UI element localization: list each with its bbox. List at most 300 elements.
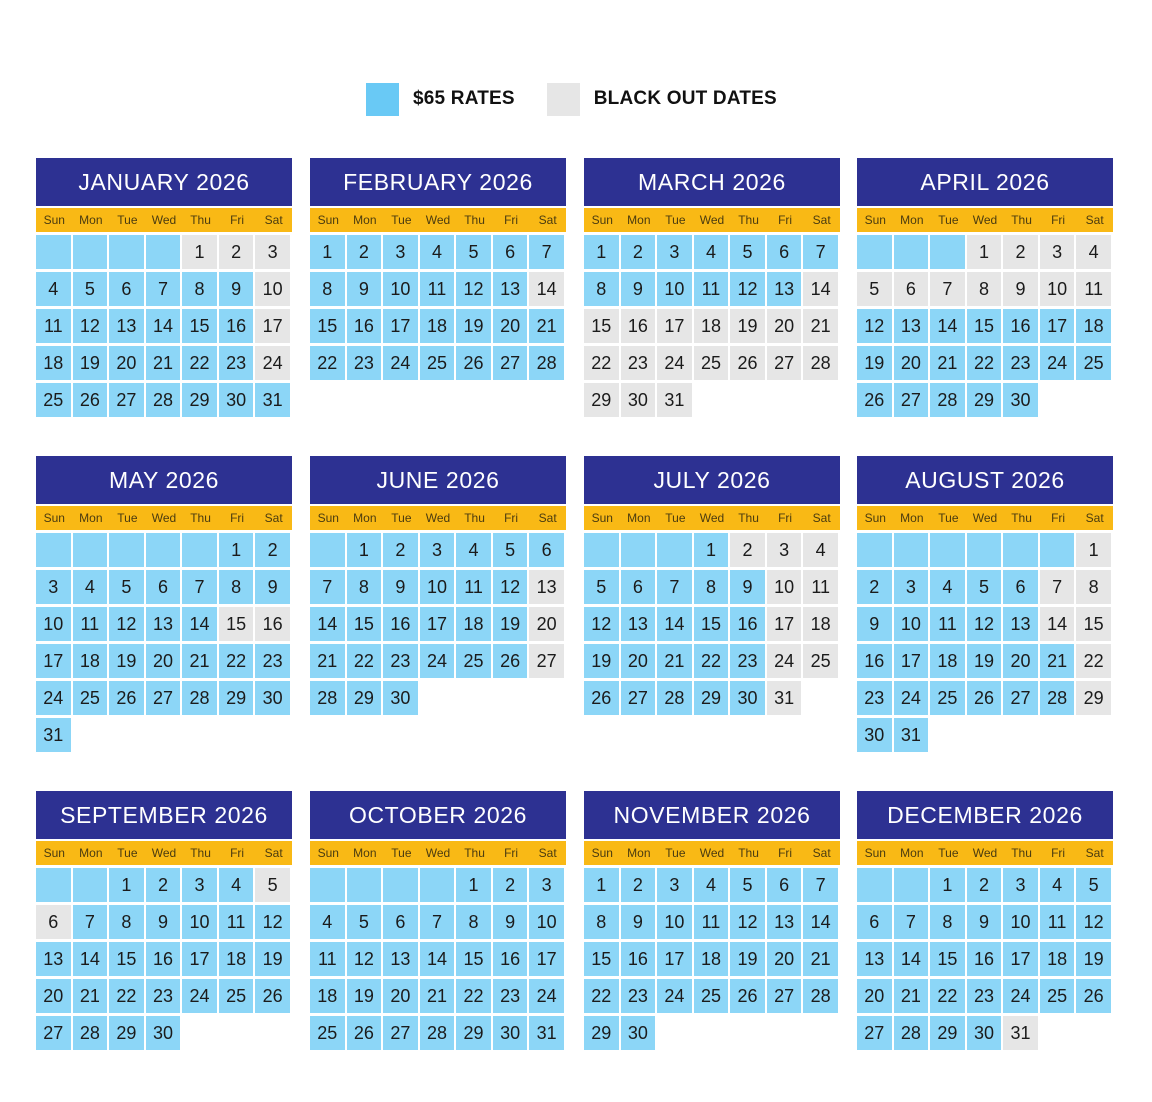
rate-day-cell: 10 [657, 272, 692, 306]
blackout-day-cell: 16 [621, 309, 656, 343]
blackout-day-cell: 24 [255, 346, 290, 380]
weekday-label: Mon [353, 213, 377, 227]
rate-day-cell: 23 [857, 681, 892, 715]
empty-day-cell [36, 235, 71, 269]
rate-day-cell: 7 [182, 570, 217, 604]
blackout-day-cell: 4 [803, 533, 838, 567]
rate-day-cell: 5 [1076, 868, 1111, 902]
rate-day-cell: 8 [310, 272, 345, 306]
weekday-label: Tue [391, 511, 412, 525]
rate-day-cell: 24 [657, 979, 692, 1013]
rate-day-cell: 4 [310, 905, 345, 939]
weekday-label: Thu [738, 213, 759, 227]
blackout-day-cell: 29 [1076, 681, 1111, 715]
blackout-day-cell: 8 [967, 272, 1002, 306]
rate-day-cell: 17 [894, 644, 929, 678]
rate-day-cell: 6 [109, 272, 144, 306]
rate-day-cell: 13 [383, 942, 418, 976]
rate-day-cell: 24 [894, 681, 929, 715]
day-grid [310, 868, 566, 1050]
weekday-label: Sun [591, 213, 613, 227]
weekday-label: Wed [972, 846, 998, 860]
weekday-label: Thu [190, 511, 211, 525]
rate-day-cell: 21 [803, 942, 838, 976]
rate-day-cell: 29 [347, 681, 382, 715]
rate-swatch [366, 83, 399, 116]
weekday-label: Sat [538, 846, 557, 860]
rate-day-cell: 4 [694, 235, 729, 269]
weekday-label: Fri [504, 213, 519, 227]
empty-day-cell [347, 868, 382, 902]
rate-day-cell: 2 [621, 868, 656, 902]
rate-day-cell: 4 [420, 235, 455, 269]
rate-day-cell: 19 [1076, 942, 1111, 976]
blackout-day-cell: 18 [803, 607, 838, 641]
rate-day-cell: 6 [383, 905, 418, 939]
rate-day-cell: 9 [383, 570, 418, 604]
rate-day-cell: 31 [894, 718, 929, 752]
rate-day-cell: 2 [857, 570, 892, 604]
rate-day-cell: 14 [803, 905, 838, 939]
rate-day-cell: 8 [694, 570, 729, 604]
rate-day-cell: 16 [383, 607, 418, 641]
rate-day-cell: 24 [182, 979, 217, 1013]
rate-day-cell: 30 [146, 1016, 181, 1050]
rate-day-cell: 17 [383, 309, 418, 343]
rate-day-cell: 3 [36, 570, 71, 604]
rate-day-cell: 28 [803, 979, 838, 1013]
weekday-label: Wed [972, 213, 998, 227]
rate-day-cell: 15 [967, 309, 1002, 343]
weekday-label: Sun [591, 511, 613, 525]
day-grid [857, 868, 1113, 1050]
blackout-day-cell: 24 [657, 346, 692, 380]
blackout-day-cell: 17 [657, 309, 692, 343]
rate-day-cell: 5 [456, 235, 491, 269]
rate-day-cell: 25 [219, 979, 254, 1013]
blackout-day-cell: 26 [730, 346, 765, 380]
blackout-day-cell: 2 [219, 235, 254, 269]
month-calendar [36, 158, 292, 417]
weekday-label: Fri [230, 846, 245, 860]
rate-day-cell: 11 [930, 607, 965, 641]
rate-day-cell: 29 [694, 681, 729, 715]
rate-day-cell: 31 [529, 1016, 564, 1050]
rate-day-cell: 18 [36, 346, 71, 380]
rate-day-cell: 8 [219, 570, 254, 604]
weekday-label: Fri [778, 213, 793, 227]
weekday-label: Wed [425, 511, 451, 525]
day-grid [584, 235, 840, 417]
rate-day-cell: 1 [584, 868, 619, 902]
blackout-day-cell: 7 [930, 272, 965, 306]
rate-day-cell: 26 [73, 383, 108, 417]
rate-day-cell: 7 [894, 905, 929, 939]
weekday-header-row [584, 208, 840, 232]
weekday-label: Tue [117, 213, 138, 227]
rate-day-cell: 5 [730, 868, 765, 902]
blackout-day-cell: 3 [767, 533, 802, 567]
weekday-label: Tue [117, 846, 138, 860]
rate-day-cell: 22 [694, 644, 729, 678]
rate-day-cell: 16 [1003, 309, 1038, 343]
rate-day-cell: 30 [383, 681, 418, 715]
blackout-day-cell: 15 [584, 309, 619, 343]
rate-day-cell: 4 [694, 868, 729, 902]
blackout-day-cell: 4 [1076, 235, 1111, 269]
rate-day-cell: 24 [1040, 346, 1075, 380]
rate-legend-label: $65 RATES [413, 88, 515, 109]
rate-day-cell: 1 [930, 868, 965, 902]
rate-day-cell: 4 [930, 570, 965, 604]
weekday-label: Sat [812, 846, 831, 860]
rate-day-cell: 7 [803, 868, 838, 902]
weekday-label: Wed [151, 846, 177, 860]
rate-day-cell: 25 [456, 644, 491, 678]
rate-day-cell: 4 [456, 533, 491, 567]
weekday-label: Fri [778, 846, 793, 860]
empty-day-cell [657, 533, 692, 567]
rate-day-cell: 15 [182, 309, 217, 343]
blackout-day-cell: 1 [1076, 533, 1111, 567]
rate-day-cell: 14 [420, 942, 455, 976]
rate-day-cell: 11 [456, 570, 491, 604]
rate-day-cell: 15 [584, 942, 619, 976]
rate-day-cell: 13 [109, 309, 144, 343]
rate-day-cell: 18 [1040, 942, 1075, 976]
rate-day-cell: 30 [621, 1016, 656, 1050]
month-calendar [584, 791, 840, 1050]
rate-day-cell: 16 [967, 942, 1002, 976]
rate-day-cell: 10 [1003, 905, 1038, 939]
day-grid [36, 533, 292, 752]
rate-day-cell: 5 [730, 235, 765, 269]
rate-day-cell: 10 [36, 607, 71, 641]
weekday-header-row [36, 841, 292, 865]
rate-day-cell: 20 [36, 979, 71, 1013]
empty-day-cell [1003, 533, 1038, 567]
day-grid [310, 235, 566, 380]
blackout-day-cell: 28 [803, 346, 838, 380]
blackout-day-cell: 6 [36, 905, 71, 939]
rate-day-cell: 27 [109, 383, 144, 417]
empty-day-cell [73, 868, 108, 902]
weekday-label: Mon [900, 511, 924, 525]
rate-day-cell: 30 [967, 1016, 1002, 1050]
rate-day-cell: 13 [621, 607, 656, 641]
rate-day-cell: 9 [347, 272, 382, 306]
rate-day-cell: 10 [657, 905, 692, 939]
rate-day-cell: 6 [767, 235, 802, 269]
weekday-header-row [857, 208, 1113, 232]
rate-day-cell: 20 [383, 979, 418, 1013]
rate-day-cell: 4 [1040, 868, 1075, 902]
rate-day-cell: 4 [36, 272, 71, 306]
rate-day-cell: 3 [420, 533, 455, 567]
rate-day-cell: 14 [146, 309, 181, 343]
month-title: NOVEMBER 2026 [584, 791, 840, 839]
rate-day-cell: 9 [857, 607, 892, 641]
rate-day-cell: 8 [584, 905, 619, 939]
empty-day-cell [36, 868, 71, 902]
weekday-label: Mon [900, 213, 924, 227]
blackout-day-cell: 30 [621, 383, 656, 417]
weekday-label: Sun [43, 213, 65, 227]
weekday-label: Tue [117, 511, 138, 525]
blackout-day-cell: 20 [529, 607, 564, 641]
rate-day-cell: 19 [584, 644, 619, 678]
weekday-label: Sat [1085, 213, 1104, 227]
rate-day-cell: 25 [1076, 346, 1111, 380]
rate-day-cell: 23 [383, 644, 418, 678]
day-grid [36, 868, 292, 1050]
rate-day-cell: 18 [73, 644, 108, 678]
rate-day-cell: 10 [894, 607, 929, 641]
month-title: JULY 2026 [584, 456, 840, 504]
blackout-day-cell: 21 [803, 309, 838, 343]
weekday-label: Thu [464, 511, 485, 525]
blackout-day-cell: 3 [1040, 235, 1075, 269]
month-title: AUGUST 2026 [857, 456, 1113, 504]
blackout-day-cell: 27 [529, 644, 564, 678]
rate-day-cell: 3 [383, 235, 418, 269]
rate-day-cell: 23 [493, 979, 528, 1013]
rate-day-cell: 19 [730, 942, 765, 976]
rate-day-cell: 9 [219, 272, 254, 306]
rate-day-cell: 23 [730, 644, 765, 678]
rate-day-cell: 1 [310, 235, 345, 269]
rate-day-cell: 6 [621, 570, 656, 604]
weekday-label: Mon [79, 846, 103, 860]
rate-day-cell: 21 [146, 346, 181, 380]
weekday-label: Mon [627, 213, 651, 227]
blackout-day-cell: 1 [967, 235, 1002, 269]
day-grid [584, 868, 840, 1050]
rate-day-cell: 26 [255, 979, 290, 1013]
rate-day-cell: 26 [730, 979, 765, 1013]
weekday-label: Wed [425, 213, 451, 227]
rate-day-cell: 26 [347, 1016, 382, 1050]
rate-day-cell: 22 [967, 346, 1002, 380]
rate-day-cell: 18 [694, 942, 729, 976]
rate-day-cell: 29 [109, 1016, 144, 1050]
rate-day-cell: 12 [730, 272, 765, 306]
rate-day-cell: 23 [255, 644, 290, 678]
weekday-label: Thu [1011, 511, 1032, 525]
rate-day-cell: 3 [529, 868, 564, 902]
blackout-day-cell: 10 [767, 570, 802, 604]
empty-day-cell [967, 533, 1002, 567]
weekday-label: Fri [1051, 511, 1066, 525]
weekday-label: Fri [504, 511, 519, 525]
rate-day-cell: 10 [420, 570, 455, 604]
empty-day-cell [310, 868, 345, 902]
rate-day-cell: 7 [146, 272, 181, 306]
rate-day-cell: 3 [894, 570, 929, 604]
weekday-label: Thu [464, 846, 485, 860]
rate-day-cell: 15 [930, 942, 965, 976]
rate-day-cell: 14 [657, 607, 692, 641]
rate-day-cell: 11 [420, 272, 455, 306]
weekday-header-row [857, 506, 1113, 530]
rate-day-cell: 21 [657, 644, 692, 678]
rate-day-cell: 12 [584, 607, 619, 641]
rate-day-cell: 19 [347, 979, 382, 1013]
weekday-label: Sun [43, 511, 65, 525]
blackout-day-cell: 10 [255, 272, 290, 306]
rate-day-cell: 7 [529, 235, 564, 269]
rate-day-cell: 20 [857, 979, 892, 1013]
rate-day-cell: 16 [219, 309, 254, 343]
rate-day-cell: 10 [182, 905, 217, 939]
blackout-day-cell: 2 [1003, 235, 1038, 269]
month-calendar [310, 791, 566, 1050]
rate-day-cell: 11 [36, 309, 71, 343]
weekday-label: Fri [1051, 846, 1066, 860]
blackout-day-cell: 2 [730, 533, 765, 567]
weekday-label: Thu [190, 846, 211, 860]
rate-day-cell: 17 [420, 607, 455, 641]
rate-day-cell: 13 [767, 905, 802, 939]
month-title: FEBRUARY 2026 [310, 158, 566, 206]
rate-day-cell: 15 [347, 607, 382, 641]
weekday-label: Sat [264, 846, 283, 860]
blackout-day-cell: 29 [584, 383, 619, 417]
rate-day-cell: 22 [109, 979, 144, 1013]
weekday-label: Fri [230, 213, 245, 227]
day-grid [857, 533, 1113, 752]
rate-day-cell: 27 [767, 979, 802, 1013]
rate-day-cell: 28 [310, 681, 345, 715]
empty-day-cell [182, 533, 217, 567]
rate-day-cell: 25 [73, 681, 108, 715]
rate-day-cell: 19 [857, 346, 892, 380]
weekday-label: Sat [1085, 511, 1104, 525]
empty-day-cell [109, 235, 144, 269]
month-calendar [584, 456, 840, 715]
rate-day-cell: 16 [347, 309, 382, 343]
weekday-label: Sun [317, 213, 339, 227]
weekday-label: Tue [938, 213, 959, 227]
rate-day-cell: 21 [529, 309, 564, 343]
weekday-header-row [857, 841, 1113, 865]
rate-day-cell: 16 [493, 942, 528, 976]
rate-day-cell: 27 [857, 1016, 892, 1050]
rate-day-cell: 1 [347, 533, 382, 567]
rate-day-cell: 20 [1003, 644, 1038, 678]
blackout-day-cell: 7 [1040, 570, 1075, 604]
month-calendar [857, 791, 1113, 1050]
weekday-label: Mon [79, 511, 103, 525]
month-title: APRIL 2026 [857, 158, 1113, 206]
rate-day-cell: 25 [1040, 979, 1075, 1013]
rate-day-cell: 7 [73, 905, 108, 939]
rate-day-cell: 11 [219, 905, 254, 939]
weekday-header-row [36, 208, 292, 232]
rate-day-cell: 13 [493, 272, 528, 306]
month-calendar [857, 158, 1113, 417]
rate-day-cell: 9 [493, 905, 528, 939]
blackout-day-cell: 24 [767, 644, 802, 678]
rate-day-cell: 13 [36, 942, 71, 976]
blackout-day-cell: 23 [621, 346, 656, 380]
empty-day-cell [584, 533, 619, 567]
empty-day-cell [894, 868, 929, 902]
rate-day-cell: 8 [109, 905, 144, 939]
rate-day-cell: 12 [73, 309, 108, 343]
rate-day-cell: 29 [219, 681, 254, 715]
rate-day-cell: 24 [420, 644, 455, 678]
rate-day-cell: 28 [182, 681, 217, 715]
rate-day-cell: 10 [383, 272, 418, 306]
month-calendar [857, 456, 1113, 752]
rate-day-cell: 22 [456, 979, 491, 1013]
weekday-label: Sun [591, 846, 613, 860]
weekday-label: Tue [391, 846, 412, 860]
blackout-day-cell: 13 [529, 570, 564, 604]
blackout-day-cell: 17 [255, 309, 290, 343]
weekday-label: Mon [900, 846, 924, 860]
weekday-label: Thu [738, 511, 759, 525]
blackout-day-cell: 6 [894, 272, 929, 306]
rate-day-cell: 9 [967, 905, 1002, 939]
rate-day-cell: 9 [621, 905, 656, 939]
weekday-label: Wed [699, 511, 725, 525]
rate-day-cell: 6 [529, 533, 564, 567]
blackout-day-cell: 5 [255, 868, 290, 902]
rate-day-cell: 26 [456, 346, 491, 380]
rate-day-cell: 21 [930, 346, 965, 380]
rate-day-cell: 22 [584, 979, 619, 1013]
rate-day-cell: 25 [930, 681, 965, 715]
rate-day-cell: 19 [73, 346, 108, 380]
rate-day-cell: 5 [73, 272, 108, 306]
rate-day-cell: 27 [146, 681, 181, 715]
weekday-label: Sat [538, 511, 557, 525]
rate-day-cell: 16 [621, 942, 656, 976]
month-title: OCTOBER 2026 [310, 791, 566, 839]
rate-day-cell: 9 [146, 905, 181, 939]
rate-day-cell: 28 [146, 383, 181, 417]
empty-day-cell [73, 533, 108, 567]
weekday-label: Wed [425, 846, 451, 860]
rate-day-cell: 11 [73, 607, 108, 641]
weekday-label: Thu [190, 213, 211, 227]
rate-day-cell: 23 [1003, 346, 1038, 380]
empty-day-cell [894, 533, 929, 567]
rate-day-cell: 12 [456, 272, 491, 306]
rate-day-cell: 21 [1040, 644, 1075, 678]
blackout-day-cell: 10 [1040, 272, 1075, 306]
rate-day-cell: 8 [182, 272, 217, 306]
rate-day-cell: 7 [310, 570, 345, 604]
blackout-day-cell: 9 [1003, 272, 1038, 306]
weekday-label: Sun [864, 213, 886, 227]
empty-day-cell [383, 868, 418, 902]
weekday-label: Sat [264, 511, 283, 525]
rate-day-cell: 16 [857, 644, 892, 678]
rate-day-cell: 30 [857, 718, 892, 752]
rate-day-cell: 14 [930, 309, 965, 343]
empty-day-cell [857, 533, 892, 567]
weekday-label: Sun [317, 511, 339, 525]
rate-day-cell: 25 [420, 346, 455, 380]
empty-day-cell [36, 533, 71, 567]
blackout-day-cell: 15 [219, 607, 254, 641]
rate-day-cell: 14 [182, 607, 217, 641]
rate-day-cell: 25 [310, 1016, 345, 1050]
rate-day-cell: 27 [621, 681, 656, 715]
